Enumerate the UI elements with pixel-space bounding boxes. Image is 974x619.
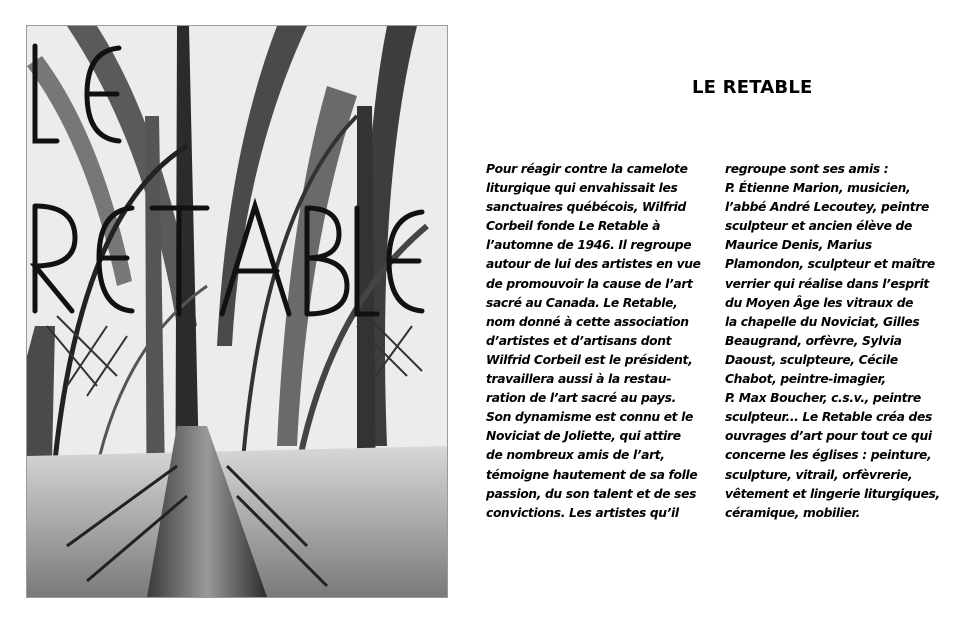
text-line: regroupe sont ses amis : bbox=[725, 162, 889, 176]
text-line: liturgique qui envahissait les bbox=[486, 181, 678, 196]
text-line: de promouvoir la cause de l’art bbox=[486, 276, 693, 291]
gothic-interior-drawing bbox=[27, 26, 447, 597]
text-line: de nombreux amis de l’art, bbox=[486, 448, 665, 463]
text-line: Corbeil fonde Le Retable à bbox=[486, 219, 661, 234]
text-line: du Moyen Âge les vitraux de bbox=[725, 295, 914, 310]
text-line: convictions. Les artistes qu’il bbox=[486, 505, 679, 520]
text-line: l’abbé André Lecoutey, peintre bbox=[725, 200, 929, 215]
text-line: ouvrages d’art pour tout ce qui bbox=[725, 429, 932, 444]
text-line: sculpture, vitrail, orfèvrerie, bbox=[725, 467, 913, 482]
left-text-column bbox=[486, 160, 708, 523]
text-line: Pour réagir contre la camelote bbox=[486, 162, 688, 176]
text-line: nom donné à cette association bbox=[486, 314, 689, 329]
text-line: sculpteur... Le Retable créa des bbox=[725, 410, 932, 425]
text-line: céramique, mobilier. bbox=[725, 505, 860, 520]
text-line: P. Étienne Marion, musicien, bbox=[725, 181, 911, 196]
text-line: Daoust, sculpteure, Cécile bbox=[725, 352, 898, 367]
text-line: passion, du son talent et de ses bbox=[486, 486, 697, 501]
right-text-column bbox=[725, 160, 955, 523]
text-line: sculpteur et ancien élève de bbox=[725, 219, 913, 234]
text-line: sanctuaires québécois, Wilfrid bbox=[486, 200, 687, 215]
text-line: Plamondon, sculpteur et maître bbox=[725, 257, 935, 272]
text-line: vêtement et lingerie liturgiques, bbox=[725, 486, 940, 501]
text-line: sacré au Canada. Le Retable, bbox=[486, 295, 678, 310]
article-title: LE RETABLE bbox=[692, 77, 813, 98]
cover-illustration bbox=[26, 25, 448, 598]
text-line: la chapelle du Noviciat, Gilles bbox=[725, 314, 920, 329]
text-line: concerne les églises : peinture, bbox=[725, 448, 932, 463]
text-line: Son dynamisme est connu et le bbox=[486, 410, 693, 425]
text-line: l’automne de 1946. Il regroupe bbox=[486, 238, 692, 253]
text-line: ration de l’art sacré au pays. bbox=[486, 391, 676, 406]
text-line: Maurice Denis, Marius bbox=[725, 238, 872, 253]
text-line: verrier qui réalise dans l’esprit bbox=[725, 276, 929, 291]
text-line: d’artistes et d’artisans dont bbox=[486, 333, 672, 348]
text-line: Beaugrand, orfèvre, Sylvia bbox=[725, 333, 902, 348]
text-line: travaillera aussi à la restau- bbox=[486, 372, 672, 387]
text-line: témoigne hautement de sa folle bbox=[486, 467, 698, 482]
text-line: autour de lui des artistes en vue bbox=[486, 257, 701, 272]
text-line: Wilfrid Corbeil est le président, bbox=[486, 352, 693, 367]
text-line: Noviciat de Joliette, qui attire bbox=[486, 429, 681, 444]
text-line: Chabot, peintre-imagier, bbox=[725, 372, 886, 387]
text-line: P. Max Boucher, c.s.v., peintre bbox=[725, 391, 921, 406]
